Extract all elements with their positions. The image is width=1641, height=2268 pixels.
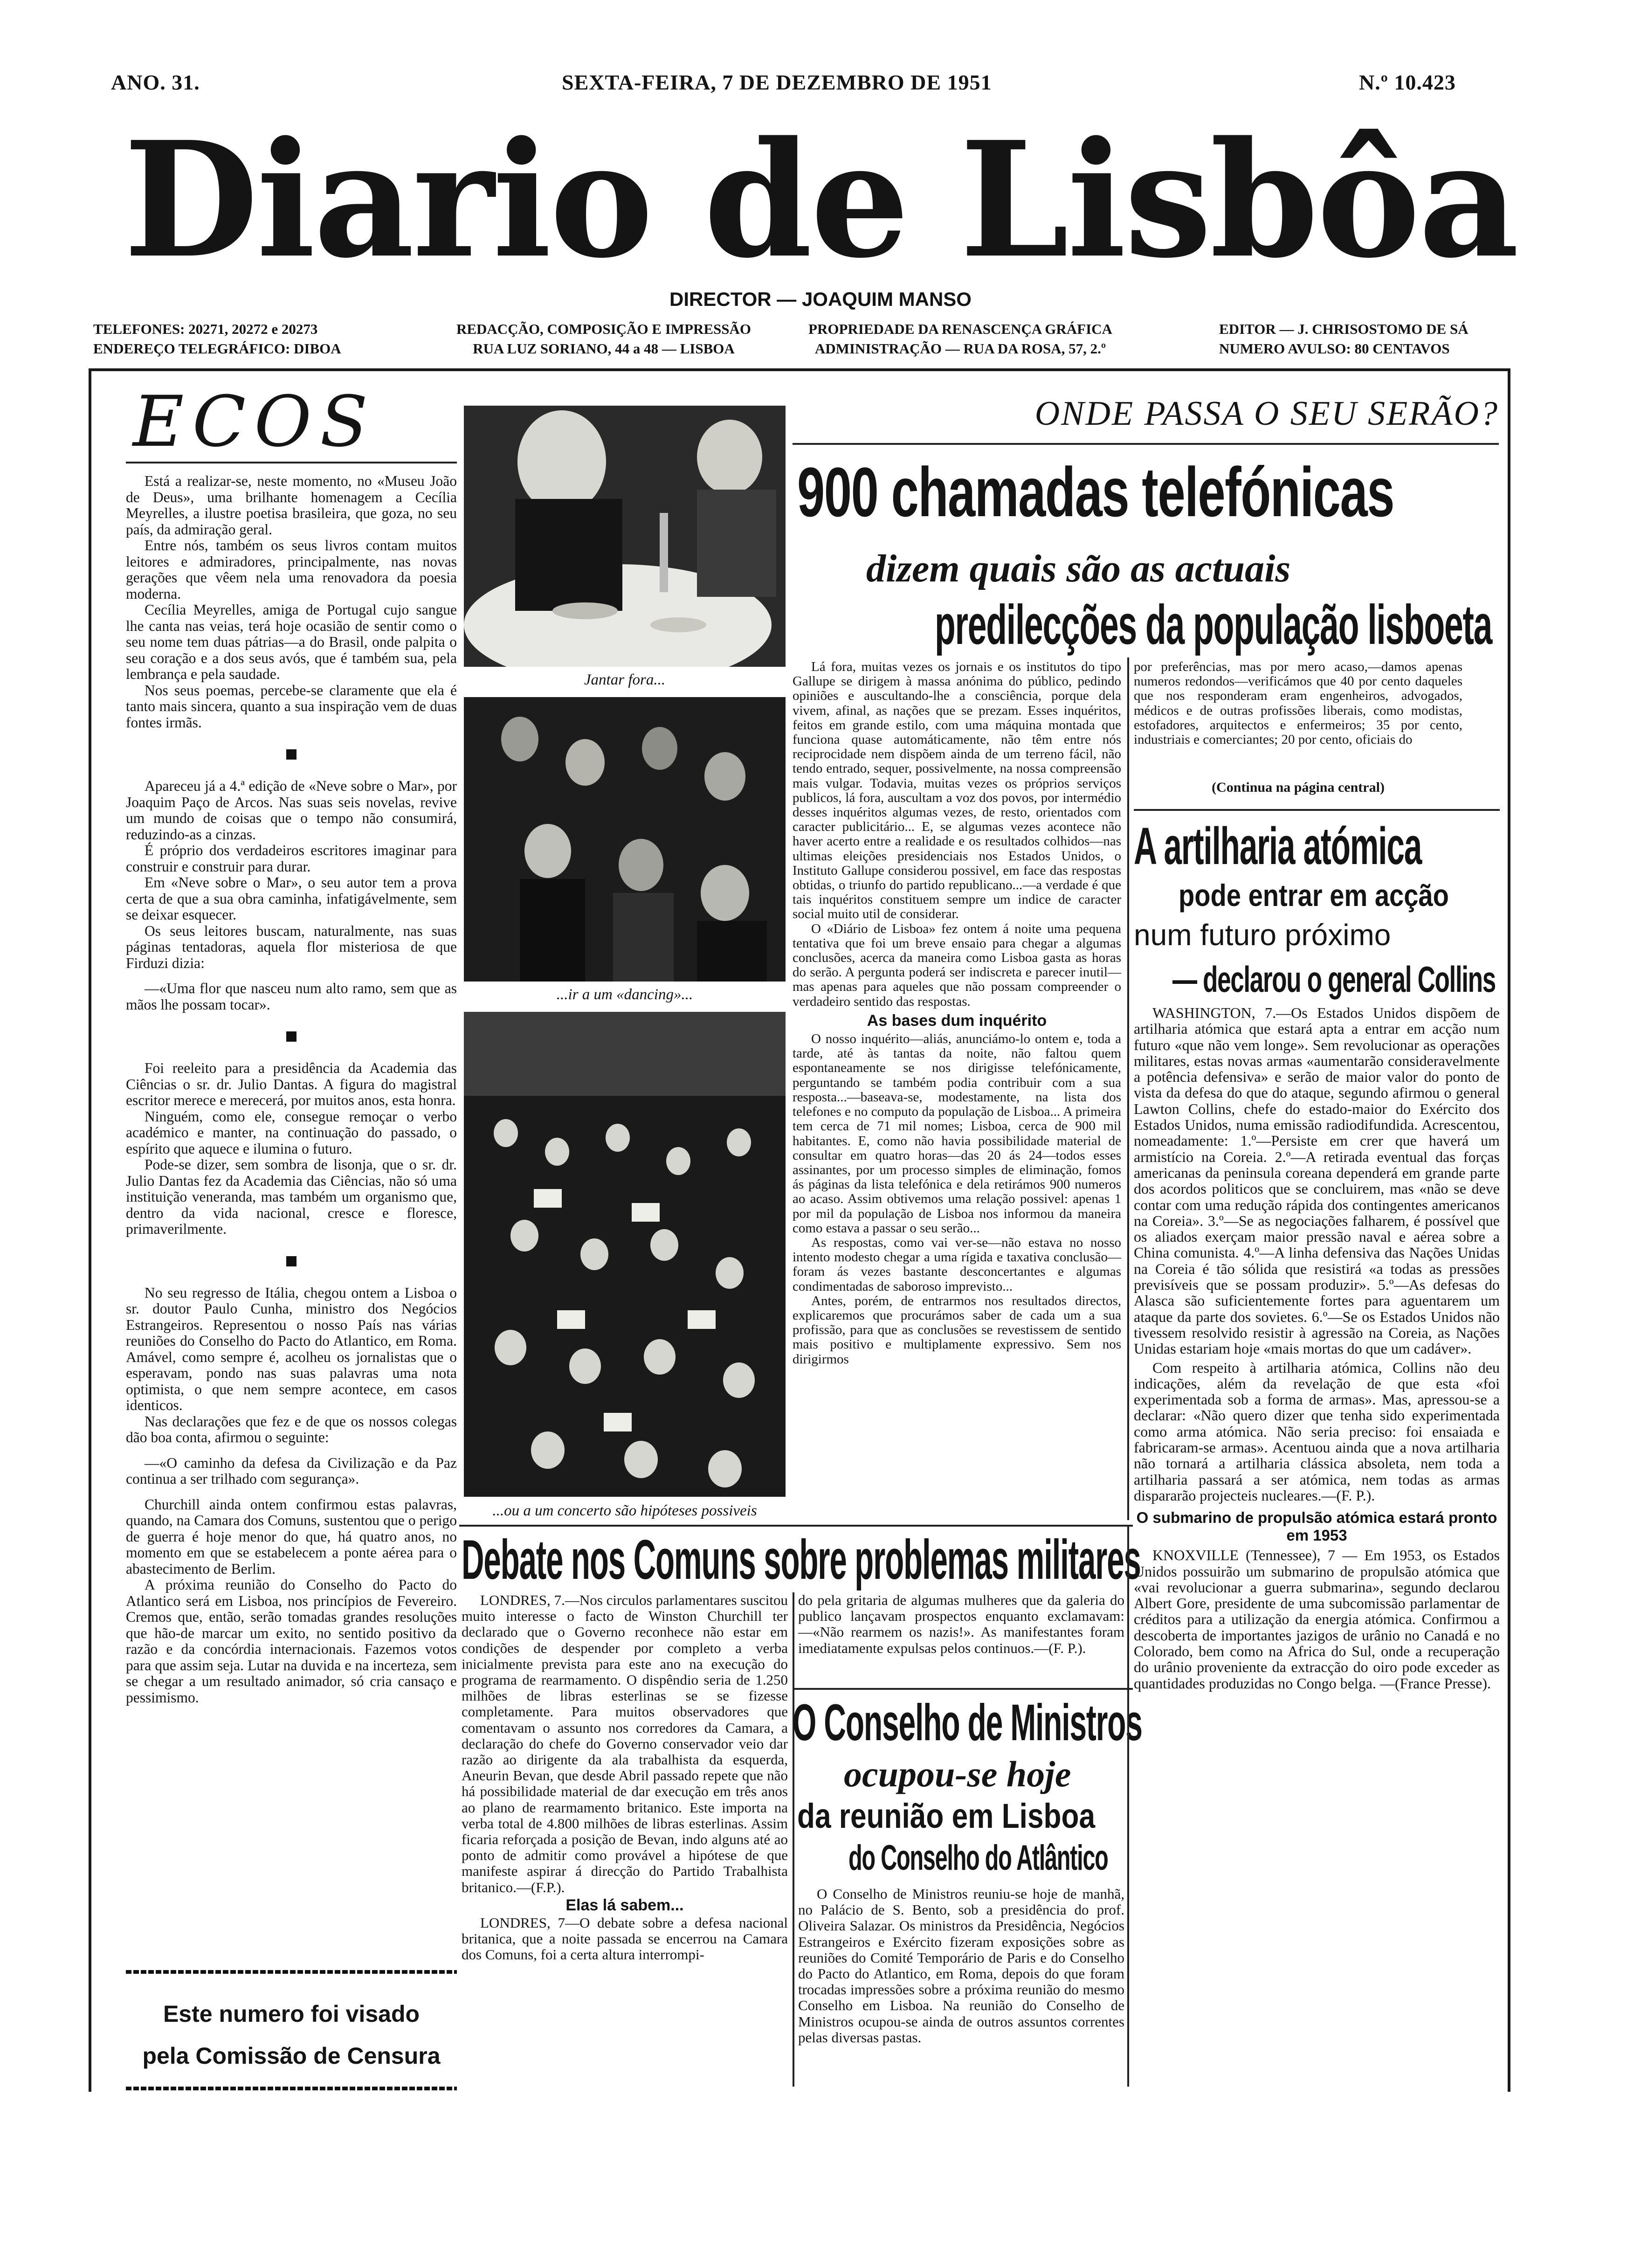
artilharia-column	[1134, 1005, 1500, 1691]
debate-paragraph: LONDRES, 7.—Nos circulos parlamentares suscitou muito interesse o facto de Winston Churchill ter declarado que o Governo reconhece não estar em condições de despender por completo a verba inicialmente prevista para este ano na execução do programa de rearmamento. O dispêndio seria de 1.250 milhões de libras esterlinas se se fizesse completamente. Para muitos observadores que comentavam o assunto nos corredores da Camara, a declaração do chefe do Governo conservador veio dar razão ao dirigente da ala trabalhista da esquerda, Aneurin Bevan, que desde Abril passado repete que não há possibilidade material de dar execução em três anos ao plano de rearmamento britanico. Este importa na verba total de 4.800 milhões de libras esterlinas. Assim ficaria reforçada a posição de Bevan, indo alguns até ao ponto de admitir como provável a hipótese de que manifeste aspirar á direcção do Partido Trabalhista britanico.—(F.P.).	[462, 1592, 788, 1895]
ecos-rule	[126, 462, 457, 463]
column-divider	[1127, 657, 1129, 1520]
editor: EDITOR — J. CHRISOSTOMO DE SÁ	[1219, 321, 1469, 337]
issue-number: N.º 10.423	[1359, 70, 1456, 94]
serao-subhead-2: predilecções da população lisboeta	[935, 594, 1492, 656]
serao-paragraph: Lá fora, muitas vezes os jornais e os institutos do tipo Gallupe se dirigem à massa anónima do público, pedindo opiniões e auscultando-lhe a consciência, porque dela vivem, afinal, as nações que se prezam. Esses inquéritos, feitos em grande estilo, com uma máquina montada que funciona quase automáticamente, não têm entre nós reciprocidade nem dispõem ainda de um terreno fácil, não tendo entrado, sequer, possivelmente, na nossa compreensão mais vulgar. Todavia, muitas vezes os próprios serviços publicos, lá fora, auscultam a voz dos povos, por intermédio desses inquéritos algumas vezes, de resto, orientados com caracter publicitário... E, se algumas vezes acontece não haver acerto entre a realidade e os resultados colhidos—nas ultimas eleições presidenciais nos Estados Unidos, o Instituto Gallupe considerou possivel, em face das respostas obtidas, o triunfo do partido republicano...—a verdade é que tais inquéritos constituem sempre um indice de caracter social muito util de considerar.	[793, 659, 1121, 922]
conselho-headline-3: da reunião em Lisboa	[797, 1797, 1096, 1835]
photo-concert	[464, 1012, 786, 1497]
redaction-address: RUA LUZ SORIANO, 44 a 48 — LISBOA	[473, 340, 735, 357]
ecos-paragraph: Em «Neve sobre o Mar», o seu autor tem a prova certa de que a sua obra caminha, infatigávelmente, sem se deixar esquecer.	[126, 874, 457, 923]
caption-concert: ...ou a um concerto são hipóteses possiveis	[492, 1502, 757, 1519]
serao-kicker: ONDE PASSA O SEU SERÃO?	[1034, 394, 1499, 433]
artilharia-headline-2: pode entrar em acção	[1179, 878, 1449, 913]
ecos-paragraph: É próprio dos verdadeiros escritores imaginar para construir e construir para durar.	[126, 842, 457, 875]
administration: ADMINISTRAÇÃO — RUA DA ROSA, 57, 2.º	[814, 340, 1106, 357]
newspaper-title: Diario de Lisbôa	[124, 107, 1517, 293]
ecos-paragraph: Entre nós, também os seus livros contam muitos leitores e admiradores, principalmente, nas novas gerações que vêem nela uma renovadora da poesia moderna.	[126, 537, 457, 602]
debate-headline: Debate nos Comuns sobre problemas militares	[462, 1528, 1141, 1591]
conselho-column	[798, 1886, 1124, 2046]
redaction: REDACÇÃO, COMPOSIÇÃO E IMPRESSÃO	[456, 321, 752, 337]
serao-subhead: dizem quais são as actuais	[866, 547, 1291, 590]
ecos-paragraph: Está a realizar-se, neste momento, no «Museu João de Deus», uma brilhante homenagem a Cecília Meyrelles, a ilustre poetisa brasileira, que goza, no seu país, da admiração geral.	[126, 473, 457, 538]
photo-dinner	[464, 406, 786, 667]
editor-block	[1219, 319, 1469, 359]
ecos-paragraph: Ninguém, como ele, consegue remoçar o verbo académico e manter, na continuação do passado, o espírito que aquece e ilumina o futuro.	[126, 1108, 457, 1157]
masthead-meta	[0, 70, 1641, 103]
serao-paragraph: O nosso inquérito—aliás, anunciámo-lo ontem e, toda a tarde, até às tantas da noite, não faltou quem espontaneamente se nos dirigisse telefónicamente, perguntando se também podia contribuir com a sua resposta...—baseava-se, modestamente, na lista dos telefones e no computo da população de Lisboa... A primeira tem cerca de 71 mil nomes; Lisboa, cerca de 900 mil habitantes. E, como não havia possibilidade material de consultar em quatro horas—das 20 ás 24—todos esses assinantes, por um processo simples de eliminação, fomos ás páginas da lista telefónica e dela retirámos 900 numeros ao acaso. Assim obtivemos uma relação possivel: apenas 1 por mil da população de Lisboa nos informou da maneira como estava a passar o seu serão...	[793, 1031, 1121, 1236]
ecos-paragraph: Churchill ainda ontem confirmou estas palavras, quando, na Camara dos Comuns, sustentou que o perigo de guerra é hoje menor do que, há quatro anos, no momento em que se estabelecem a ponte aérea para o abastecimento de Berlim.	[126, 1496, 457, 1577]
censor-rule-bottom	[126, 2087, 457, 2090]
artilharia-paragraph: Com respeito à artilharia atómica, Collins não deu indicações, além da revelação de que esta «foi experimentada sob a forma de armas». Mas, apressou-se a declarar: «Não quero dizer que tenha sido experimentada como arma atómica. Não seria preciso: foi ensaiada e fabricaram-se armas». Acentuou ainda que a nova artilharia não tornará a artilharia clássica absoleta, nem toda a artilharia passará a ser atómica, nem todas as armas dispararão projecteis nucleares.—(F. P.).	[1134, 1359, 1500, 1504]
photo-dancing-image	[464, 697, 786, 982]
ecos-paragraph: —«Uma flor que nasceu num alto ramo, sem que as mãos lhe possam tocar».	[126, 980, 457, 1013]
artilharia-paragraph: WASHINGTON, 7.—Os Estados Unidos dispõem de artilharia atómica que estará apta a entrar em acção num futuro «que não vem longe». Sem revolucionar as operações militares, estas novas armas «aumentarão consideravelmente a potência defensiva» e serão de maior valor do ponto de vista da defesa do que do ataque, segundo afirmou o general Lawton Collins, chefe do estado-maior do Exército dos Estados Unidos, numa emissão radiodifundida. Acrescentou, nomeadamente: 1.º—Persiste em crer que haverá um armistício na Coreia. 2.º—A retirada eventual das forças americanas da peninsula coreana dependerá em grande parte dos acordos politicos que se concluirem, mas «não se deve contar com uma redução rápida dos contingentes americanos na Coreia». 3.º—Se as negociações falharem, é possível que os aliados exerçam maior pressão naval e aérea sobre a China comunista. 4.º—A linha defensiva das Nações Unidas na Coreia é tão sólida que resistirá «a todas as pressões previsíveis que se possam produzir». 5.º—As defesas do Alasca são suficientemente fortes para aguentarem um ataque da parte dos sovietes. 6.º—Se os Estados Unidos não tivessem resolvido resistir à agressão na Coreia, as Nações Unidas estariam hoje «mais mortas do que um cadáver».	[1134, 1004, 1500, 1357]
artilharia-headline-4: — declarou o general Collins	[1172, 959, 1496, 1000]
serao-rule	[793, 443, 1499, 445]
contact-block	[93, 319, 341, 359]
debate-column-2	[798, 1592, 1124, 1656]
phones: TELEFONES: 20271, 20272 e 20273	[93, 321, 318, 337]
ecos-paragraph: —«O caminho da defesa da Civilização e da Paz continua a ser trilhado com segurança».	[126, 1454, 457, 1487]
serao-paragraph: por preferências, mas por mero acaso,—damos apenas numeros redondos—verificámos que 40 por cento daqueles que nos responderam eram engenheiros, advogados, médicos e de outras profissões liberais, como modistas, estofadores, arquitectos e enfermeiros; 35 por cento, industriais e comerciantes; 20 por cento, oficiais do	[1134, 659, 1462, 747]
serao-paragraph: O «Diário de Lisboa» fez ontem á noite uma pequena tentativa que foi um breve ensaio para chegar a algumas conclusões, acerca da maneira como Lisboa gasta as horas do serão. A pergunta poderá ser indiscreta e parecer inutil—mas apenas para aqueles que não possam compreender o verdadeiro sentido das respostas.	[793, 921, 1121, 1009]
submarino-paragraph: KNOXVILLE (Tennessee), 7 — Em 1953, os Estados Unidos possuirão um submarino de propulsão atómica que «vai revolucionar a guerra submarina», segundo declarou Albert Gore, presidente de uma subcomissão parlamentar de créditos para a utilização da energia atómica. Confirmou a descoberta de importantes jazigos de urânio no Canadá e no Colorado, bem como na Africa do Sul, onde a recuperação do urânio proveniente da extracção do oiro pode exceder as quantidades produzidas no Congo belga. —(France Presse).	[1134, 1547, 1500, 1692]
ecos-paragraph: Nos seus poemas, percebe-se claramente que ela é tanto mais sincera, quanto a sua inspiração vem de duas fontes irmãs.	[126, 682, 457, 731]
ecos-paragraph: A próxima reunião do Conselho do Pacto do Atlantico será em Lisboa, nos princípios de Fevereiro. Cremos que, então, serão tomadas grandes resoluções que hão-de marcar um exito, no sentido positivo da razão e da concórdia internacionais. Fazemos votos para que assim seja. Lutar na duvida e na incerteza, sem se chegar a um resultado animador, só cria cansaço e pessimismo.	[126, 1577, 457, 1706]
photo-dinner-image	[464, 406, 786, 667]
serao-column-2	[1134, 660, 1462, 747]
section-bullet	[286, 1031, 296, 1042]
photo-concert-image	[464, 1012, 786, 1497]
ecos-title: ECOS	[133, 381, 376, 463]
conselho-headline-4: do Conselho do Atlântico	[848, 1838, 1108, 1878]
column-divider	[793, 1592, 794, 2087]
column-divider	[1127, 1525, 1129, 2087]
telegraph: ENDEREÇO TELEGRÁFICO: DIBOA	[93, 340, 341, 357]
conselho-rule	[793, 1688, 1133, 1690]
serao-column	[793, 660, 1121, 1367]
redaction-block	[436, 319, 772, 359]
conselho-headline: O Conselho de Ministros	[793, 1694, 1142, 1751]
property: PROPRIEDADE DA RENASCENÇA GRÁFICA	[808, 321, 1112, 337]
artilharia-headline-3: num futuro próximo	[1134, 918, 1391, 952]
debate-paragraph: LONDRES, 7—O debate sobre a defesa nacional britanica, que a noite passada se encerrou na Camara dos Comuns, foi a certa altura interrompi-	[462, 1915, 788, 1963]
caption-dinner: Jantar fora...	[584, 671, 666, 688]
serao-paragraph: Antes, porém, de entrarmos nos resultados directos, explicaremos que procurámos saber de cada um a sua profissão, para que as conclusões se revestissem de sentido mais positivo e multiplamente expressivo. Sem nos dirigirmos	[793, 1293, 1121, 1367]
section-bullet	[286, 1256, 296, 1266]
censor-rule-top	[126, 1970, 457, 1974]
caption-dancing: ...ir a um «dancing»...	[556, 986, 693, 1003]
director-line: DIRECTOR — JOAQUIM MANSO	[669, 288, 972, 310]
year-label: ANO. 31.	[111, 70, 200, 94]
ecos-paragraph: Pode-se dizer, sem sombra de lisonja, que o sr. dr. Julio Dantas fez da Academia das Ciências, não só uma instituição veneranda, mas também um organismo que, dentro da vida nacional, cresce e floresce, primaverilmente.	[126, 1156, 457, 1237]
ecos-paragraph: No seu regresso de Itália, chegou ontem a Lisboa o sr. doutor Paulo Cunha, ministro dos Negócios Estrangeiros. Representou o nosso País nas várias reuniões do Conselho do Pacto do Atlantico, em Roma. Amável, como sempre é, acolheu os jornalistas que o esperavam, pondo nas suas palavras uma nota optimista, o que nem sempre acontece, em casos identicos.	[126, 1284, 457, 1413]
serao-section: As bases dum inquérito	[867, 1011, 1047, 1030]
ecos-column	[126, 473, 457, 1706]
ecos-paragraph: Cecília Meyrelles, amiga de Portugal cujo sangue lhe canta nas veias, terá hoje ocasião de sentir como o seu nome tem duas pátrias—a do Brasil, onde palpita o seu coração e a dos seus avós, que é também sua, pela lembrança e pela saudade.	[126, 602, 457, 682]
debate-column	[462, 1592, 788, 1963]
section-bullet	[286, 749, 296, 760]
censor-line-1: Este numero foi visado	[163, 2001, 420, 2027]
photo-dancing	[464, 697, 786, 982]
ecos-paragraph: Os seus leitores buscam, naturalmente, nas suas páginas tentadoras, aquela flor misteriosa de que Firduzi dizia:	[126, 922, 457, 971]
ecos-paragraph: Nas declarações que fez e de que os nossos colegas dão boa conta, afirmou o seguinte:	[126, 1413, 457, 1445]
price: NUMERO AVULSO: 80 CENTAVOS	[1219, 340, 1450, 357]
continue-note: (Continua na página central)	[1212, 780, 1385, 795]
date-label: SEXTA-FEIRA, 7 DE DEZEMBRO DE 1951	[562, 70, 992, 94]
ecos-paragraph: Foi reeleito para a presidência da Academia das Ciências o sr. dr. Julio Dantas. A figura do magistral escritor merece e merecerá, por muitos anos, esta honra.	[126, 1060, 457, 1108]
artilharia-headline: A artilharia atómica	[1134, 817, 1422, 875]
conselho-headline-2: ocupou-se hoje	[844, 1754, 1071, 1794]
debate-section: Elas lá sabem...	[565, 1896, 684, 1914]
serao-headline: 900 chamadas telefónicas	[797, 453, 1394, 531]
censor-line-2: pela Comissão de Censura	[142, 2043, 441, 2069]
submarino-headline: O submarino de propulsão atómica estará pronto em 1953	[1136, 1509, 1497, 1544]
conselho-paragraph: O Conselho de Ministros reuniu-se hoje de manhã, no Palácio de S. Bento, sob a presidência do prof. Oliveira Salazar. Os ministros da Presidência, Negócios Estrangeiros e Exército fizeram exposições sobre as reuniões do Comité Temporário de Paris e do Conselho do Pacto do Atlantico, em Roma, depois do que foram trocadas impressões sobre a próxima reunião do mesmo Conselho em Lisboa. Na reunião do Conselho de Ministros ocupou-se ainda de outros assuntos correntes pelas diversas pastas.	[798, 1886, 1124, 2046]
debate-paragraph: do pela gritaria de algumas mulheres que da galeria do publico lançavam prospectos enquanto exclamavam:—«Não rearmem os nazis!». As manifestantes foram imediatamente expulsas pelos continuos.—(F. P.).	[798, 1592, 1124, 1656]
serao-paragraph: As respostas, como vai ver-se—não estava no nosso intento modesto chegar a uma rígida e taxativa conclusão—foram ás vezes bastante desconcertantes e algumas condimentadas de saboroso imprevisto...	[793, 1235, 1121, 1294]
ecos-paragraph: Apareceu já a 4.ª edição de «Neve sobre o Mar», por Joaquim Paço de Arcos. Nas suas seis novelas, revive um mundo de coisas que o tempo não consumirá, reduzindo-as a cinzas.	[126, 778, 457, 843]
serao-end-rule	[1134, 809, 1500, 811]
property-block	[774, 319, 1147, 359]
debate-rule	[459, 1525, 1133, 1527]
